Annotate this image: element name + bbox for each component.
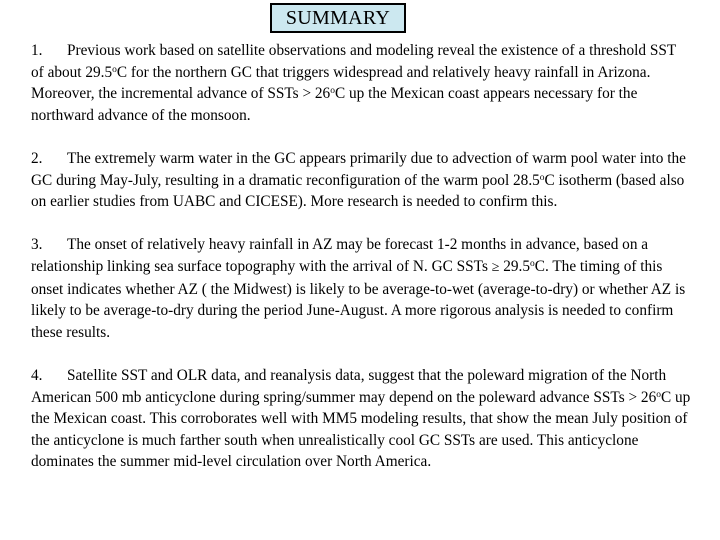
summary-body [31, 40, 691, 494]
summary-paragraph-2 [31, 148, 691, 213]
degree-superscript: o [530, 258, 535, 269]
paragraph-text: Satellite SST and OLR data, and reanalysis data, suggest that the poleward migration of the North American 500 mb anticyclone during spring/summer may depend on the poleward advance SSTs > 26 [31, 366, 667, 406]
degree-superscript: o [539, 172, 545, 183]
paragraph-text: C up the Mexican coast appears necessary for the northward advance of the monsoon. [31, 85, 638, 124]
paragraph-number: 1. [31, 42, 43, 59]
paragraph-number: 4. [31, 366, 43, 384]
summary-title-text: SUMMARY [285, 6, 391, 29]
summary-paragraph-3 [31, 234, 691, 343]
degree-superscript: o [656, 389, 661, 400]
paragraph-text: The onset of relatively heavy rainfall in AZ may be forecast 1-2 months in advance, based on a relationship linking sea surface topography with the arrival of N. GC SSTs [31, 236, 649, 275]
paragraph-text: The extremely warm water in the GC appears primarily due to advection of warm pool water into the GC during May-July, resulting in a dramatic reconfiguration of the warm pool 28.5 [31, 149, 686, 189]
paragraph-text: C. The timing of this onset indicates whether AZ ( the Midwest) is likely to be average-to-wet (average-to-dry) or whether AZ is likely to be average-to-dry during the period June-August. A more rigorous analysis is needed to confirm these results. [31, 257, 686, 341]
degree-superscript: o [112, 64, 117, 75]
paragraph-text: Previous work based on satellite observations and modeling reveal the existence of a threshold SST of about 29.5 [31, 42, 676, 81]
greater-equal-symbol: ≥ [491, 259, 500, 275]
paragraph-text: C isotherm (based also on earlier studies from UABC and CICESE). More research is needed to confirm this. [31, 171, 685, 211]
paragraph-text: 29.5 [499, 257, 531, 275]
summary-paragraph-4 [31, 365, 691, 473]
summary-paragraph-1 [31, 40, 691, 126]
paragraph-number: 3. [31, 236, 43, 254]
paragraph-text: C for the northern GC that triggers widespread and relatively heavy rainfall in Arizona. Moreover, the incremental advance of SSTs > 26 [31, 63, 651, 103]
paragraph-text: C up the Mexican coast. This corroborates well with MM5 modeling results, that show the mean July position of the anticyclone is much farther south when unrealistically cool GC SSTs are used. This anticyclone dominates the summer mid-level circulation over North America. [31, 388, 691, 471]
degree-superscript: o [330, 85, 335, 96]
paragraph-number: 2. [31, 149, 43, 167]
summary-title [270, 3, 406, 33]
